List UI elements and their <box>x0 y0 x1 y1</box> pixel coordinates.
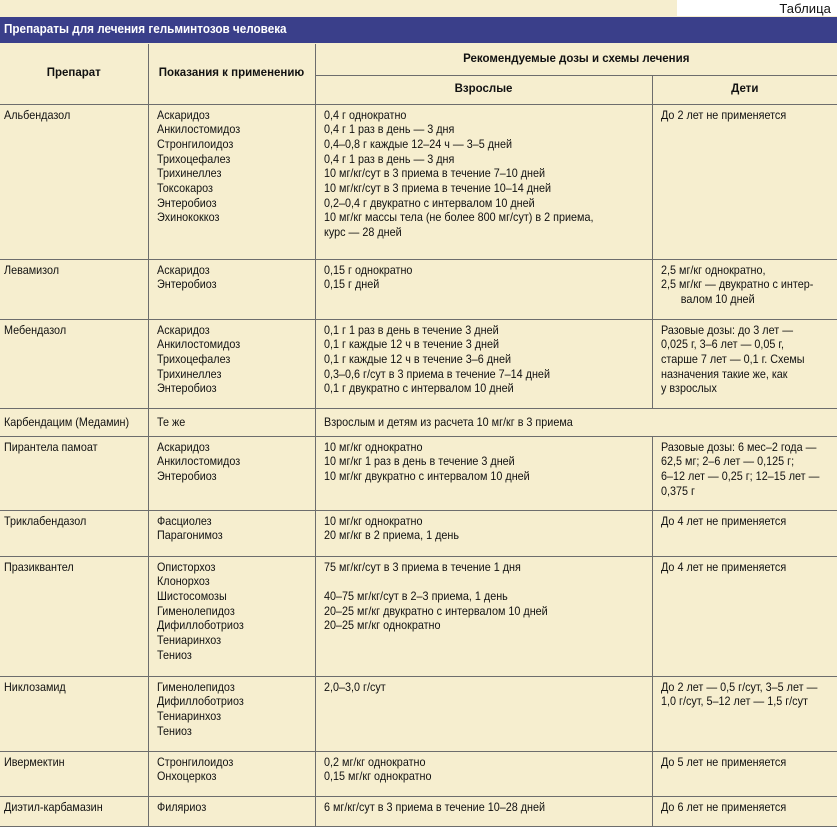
child-dose: назначения такие же, как <box>660 366 788 381</box>
adult-dose: 0,15 мг/кг однократно <box>323 769 432 784</box>
drug-name: Триклабендазол <box>4 513 87 528</box>
child-dose: 6–12 лет — 0,25 г; 12–15 лет — <box>660 468 819 483</box>
indication: Трихоцефалез <box>156 351 230 366</box>
adult-dose: 20–25 мг/кг двукратно с интервалом 10 дней <box>323 603 548 618</box>
header-doses: Рекомендуемые дозы и схемы лечения <box>315 44 837 75</box>
adult-dose: 10 мг/кг двукратно с интервалом 10 дней <box>323 468 530 483</box>
adult-dose: 40–75 мг/кг/сут в 2–3 приема, 1 день <box>323 588 508 603</box>
child-dose: старше 7 лет — 0,1 г. Схемы <box>660 351 805 366</box>
indication: Энтеробиоз <box>156 381 217 396</box>
child-dose: 62,5 мг; 2–6 лет — 0,125 г; <box>660 454 794 469</box>
header-adults: Взрослые <box>315 75 652 104</box>
indication: Стронгилоидоз <box>156 136 233 151</box>
header-drug: Препарат <box>0 44 148 104</box>
child-dose: Разовые дозы: 6 мес–2 года — <box>660 439 816 454</box>
indication: Филяриоз <box>156 799 206 814</box>
adult-dose: 0,4 г 1 раз в день — 3 дня <box>323 151 454 166</box>
table-row <box>0 104 837 259</box>
indication: Анкилостомидоз <box>156 337 240 352</box>
indication: Тениаринхоз <box>156 708 221 723</box>
indication: Аскаридоз <box>156 439 210 454</box>
indication: Энтеробиоз <box>156 195 217 210</box>
child-dose: Разовые дозы: до 3 лет — <box>660 322 793 337</box>
indication: Трихинеллез <box>156 166 221 181</box>
adult-dose: 6 мг/кг/сут в 3 приема в течение 10–28 дней <box>323 799 545 814</box>
adult-dose: 10 мг/кг однократно <box>323 513 423 528</box>
table-label-box <box>677 0 837 16</box>
indication: Трихоцефалез <box>156 151 230 166</box>
table-row <box>0 676 837 751</box>
adult-dose: курс — 28 дней <box>323 225 402 240</box>
child-dose: 1,0 г/сут, 5–12 лет — 1,5 г/сут <box>660 694 808 709</box>
indication: Онхоцеркоз <box>156 769 216 784</box>
adult-dose: 0,1 г каждые 12 ч в течение 3 дней <box>323 337 499 352</box>
child-dose: До 6 лет не применяется <box>660 799 786 814</box>
indication: Тениоз <box>156 647 192 662</box>
header-indications: Показания к применению <box>148 44 315 104</box>
table-row <box>0 319 837 408</box>
drug-table <box>0 44 837 827</box>
combined-dose: Взрослым и детям из расчета 10 мг/кг в 3 приема <box>323 414 573 429</box>
child-dose: До 5 лет не применяется <box>660 754 786 769</box>
drug-name: Никлозамид <box>4 679 66 694</box>
drug-name: Левамизол <box>4 262 60 277</box>
drug-name: Карбендацим (Медамин) <box>4 414 130 429</box>
indication: Дифиллоботриоз <box>156 694 244 709</box>
table-row <box>0 556 837 676</box>
adult-dose: 0,1 г каждые 12 ч в течение 3–6 дней <box>323 351 511 366</box>
adult-dose: 10 мг/кг массы тела (не более 800 мг/сут) в 2 приема, <box>323 210 593 225</box>
drug-name: Мебендазол <box>4 322 67 337</box>
adult-dose: 0,1 г 1 раз в день в течение 3 дней <box>323 322 499 337</box>
adult-dose: 2,0–3,0 г/сут <box>323 679 386 694</box>
drug-name: Празиквантел <box>4 559 74 574</box>
indication: Гименолепидоз <box>156 603 235 618</box>
indication: Описторхоз <box>156 559 216 574</box>
indication: Энтеробиоз <box>156 277 217 292</box>
adult-dose: 0,2 мг/кг однократно <box>323 754 426 769</box>
indication: Парагонимоз <box>156 528 223 543</box>
adult-dose: 10 мг/кг/сут в 3 приема в течение 10–14 дней <box>323 181 551 196</box>
indication: Анкилостомидоз <box>156 454 240 469</box>
table-row <box>0 751 837 796</box>
adult-dose: 0,2–0,4 г двукратно с интервалом 10 дней <box>323 195 535 210</box>
child-dose: 0,025 г, 3–6 лет — 0,05 г, <box>660 337 784 352</box>
child-dose: До 4 лет не применяется <box>660 559 786 574</box>
indication: Те же <box>156 414 185 429</box>
drug-name: Диэтил-карбамазин <box>4 799 103 814</box>
drug-name: Ивермектин <box>4 754 65 769</box>
drug-name: Альбендазол <box>4 107 71 122</box>
indication: Аскаридоз <box>156 262 210 277</box>
adult-dose: 0,15 г однократно <box>323 262 412 277</box>
table-label: Таблица <box>779 1 831 16</box>
adult-dose: 0,4 г однократно <box>323 107 406 122</box>
adult-dose: 10 мг/кг однократно <box>323 439 423 454</box>
child-dose: 2,5 мг/кг однократно, <box>660 262 766 277</box>
adult-dose: 20–25 мг/кг однократно <box>323 618 441 633</box>
title-bar <box>0 17 837 43</box>
indication: Шистосомозы <box>156 588 227 603</box>
indication: Анкилостомидоз <box>156 122 240 137</box>
indication: Стронгилоидоз <box>156 754 233 769</box>
adult-dose: 10 мг/кг/сут в 3 приема в течение 7–10 дней <box>323 166 545 181</box>
indication: Трихинеллез <box>156 366 221 381</box>
indication: Дифиллоботриоз <box>156 618 244 633</box>
header-children: Дети <box>652 75 837 104</box>
child-dose: у взрослых <box>660 381 717 396</box>
adult-dose: 20 мг/кг в 2 приема, 1 день <box>323 528 459 543</box>
child-dose: валом 10 дней <box>680 291 755 306</box>
drug-name: Пирантела памоат <box>4 439 98 454</box>
adult-dose: 0,1 г двукратно с интервалом 10 дней <box>323 381 514 396</box>
table-row <box>0 408 837 436</box>
indication: Клонорхоз <box>156 574 210 589</box>
child-dose: 2,5 мг/кг — двукратно с интер- <box>660 277 813 292</box>
indication: Эхинококкоз <box>156 210 219 225</box>
table-row <box>0 510 837 556</box>
adult-dose: 0,4 г 1 раз в день — 3 дня <box>323 122 454 137</box>
adult-dose: 0,4–0,8 г каждые 12–24 ч — 3–5 дней <box>323 136 512 151</box>
indication: Тениаринхоз <box>156 633 221 648</box>
indication: Энтеробиоз <box>156 468 217 483</box>
indication: Гименолепидоз <box>156 679 235 694</box>
child-dose: 0,375 г <box>660 483 695 498</box>
indication: Аскаридоз <box>156 107 210 122</box>
adult-dose <box>324 574 612 589</box>
child-dose: До 4 лет не применяется <box>660 513 786 528</box>
table-title: Препараты для лечения гельминтозов человека <box>4 21 287 36</box>
adult-dose: 75 мг/кг/сут в 3 приема в течение 1 дня <box>323 559 521 574</box>
adult-dose: 10 мг/кг 1 раз в день в течение 3 дней <box>323 454 515 469</box>
child-dose: До 2 лет не применяется <box>660 107 786 122</box>
adult-dose: 0,3–0,6 г/сут в 3 приема в течение 7–14 дней <box>323 366 550 381</box>
indication: Фасциолез <box>156 513 212 528</box>
indication: Тениоз <box>156 723 192 738</box>
indication: Токсокароз <box>156 181 213 196</box>
indication: Аскаридоз <box>156 322 210 337</box>
adult-dose: 0,15 г дней <box>323 277 379 292</box>
child-dose: До 2 лет — 0,5 г/сут, 3–5 лет — <box>660 679 817 694</box>
table-row <box>0 436 837 510</box>
table-row <box>0 259 837 319</box>
